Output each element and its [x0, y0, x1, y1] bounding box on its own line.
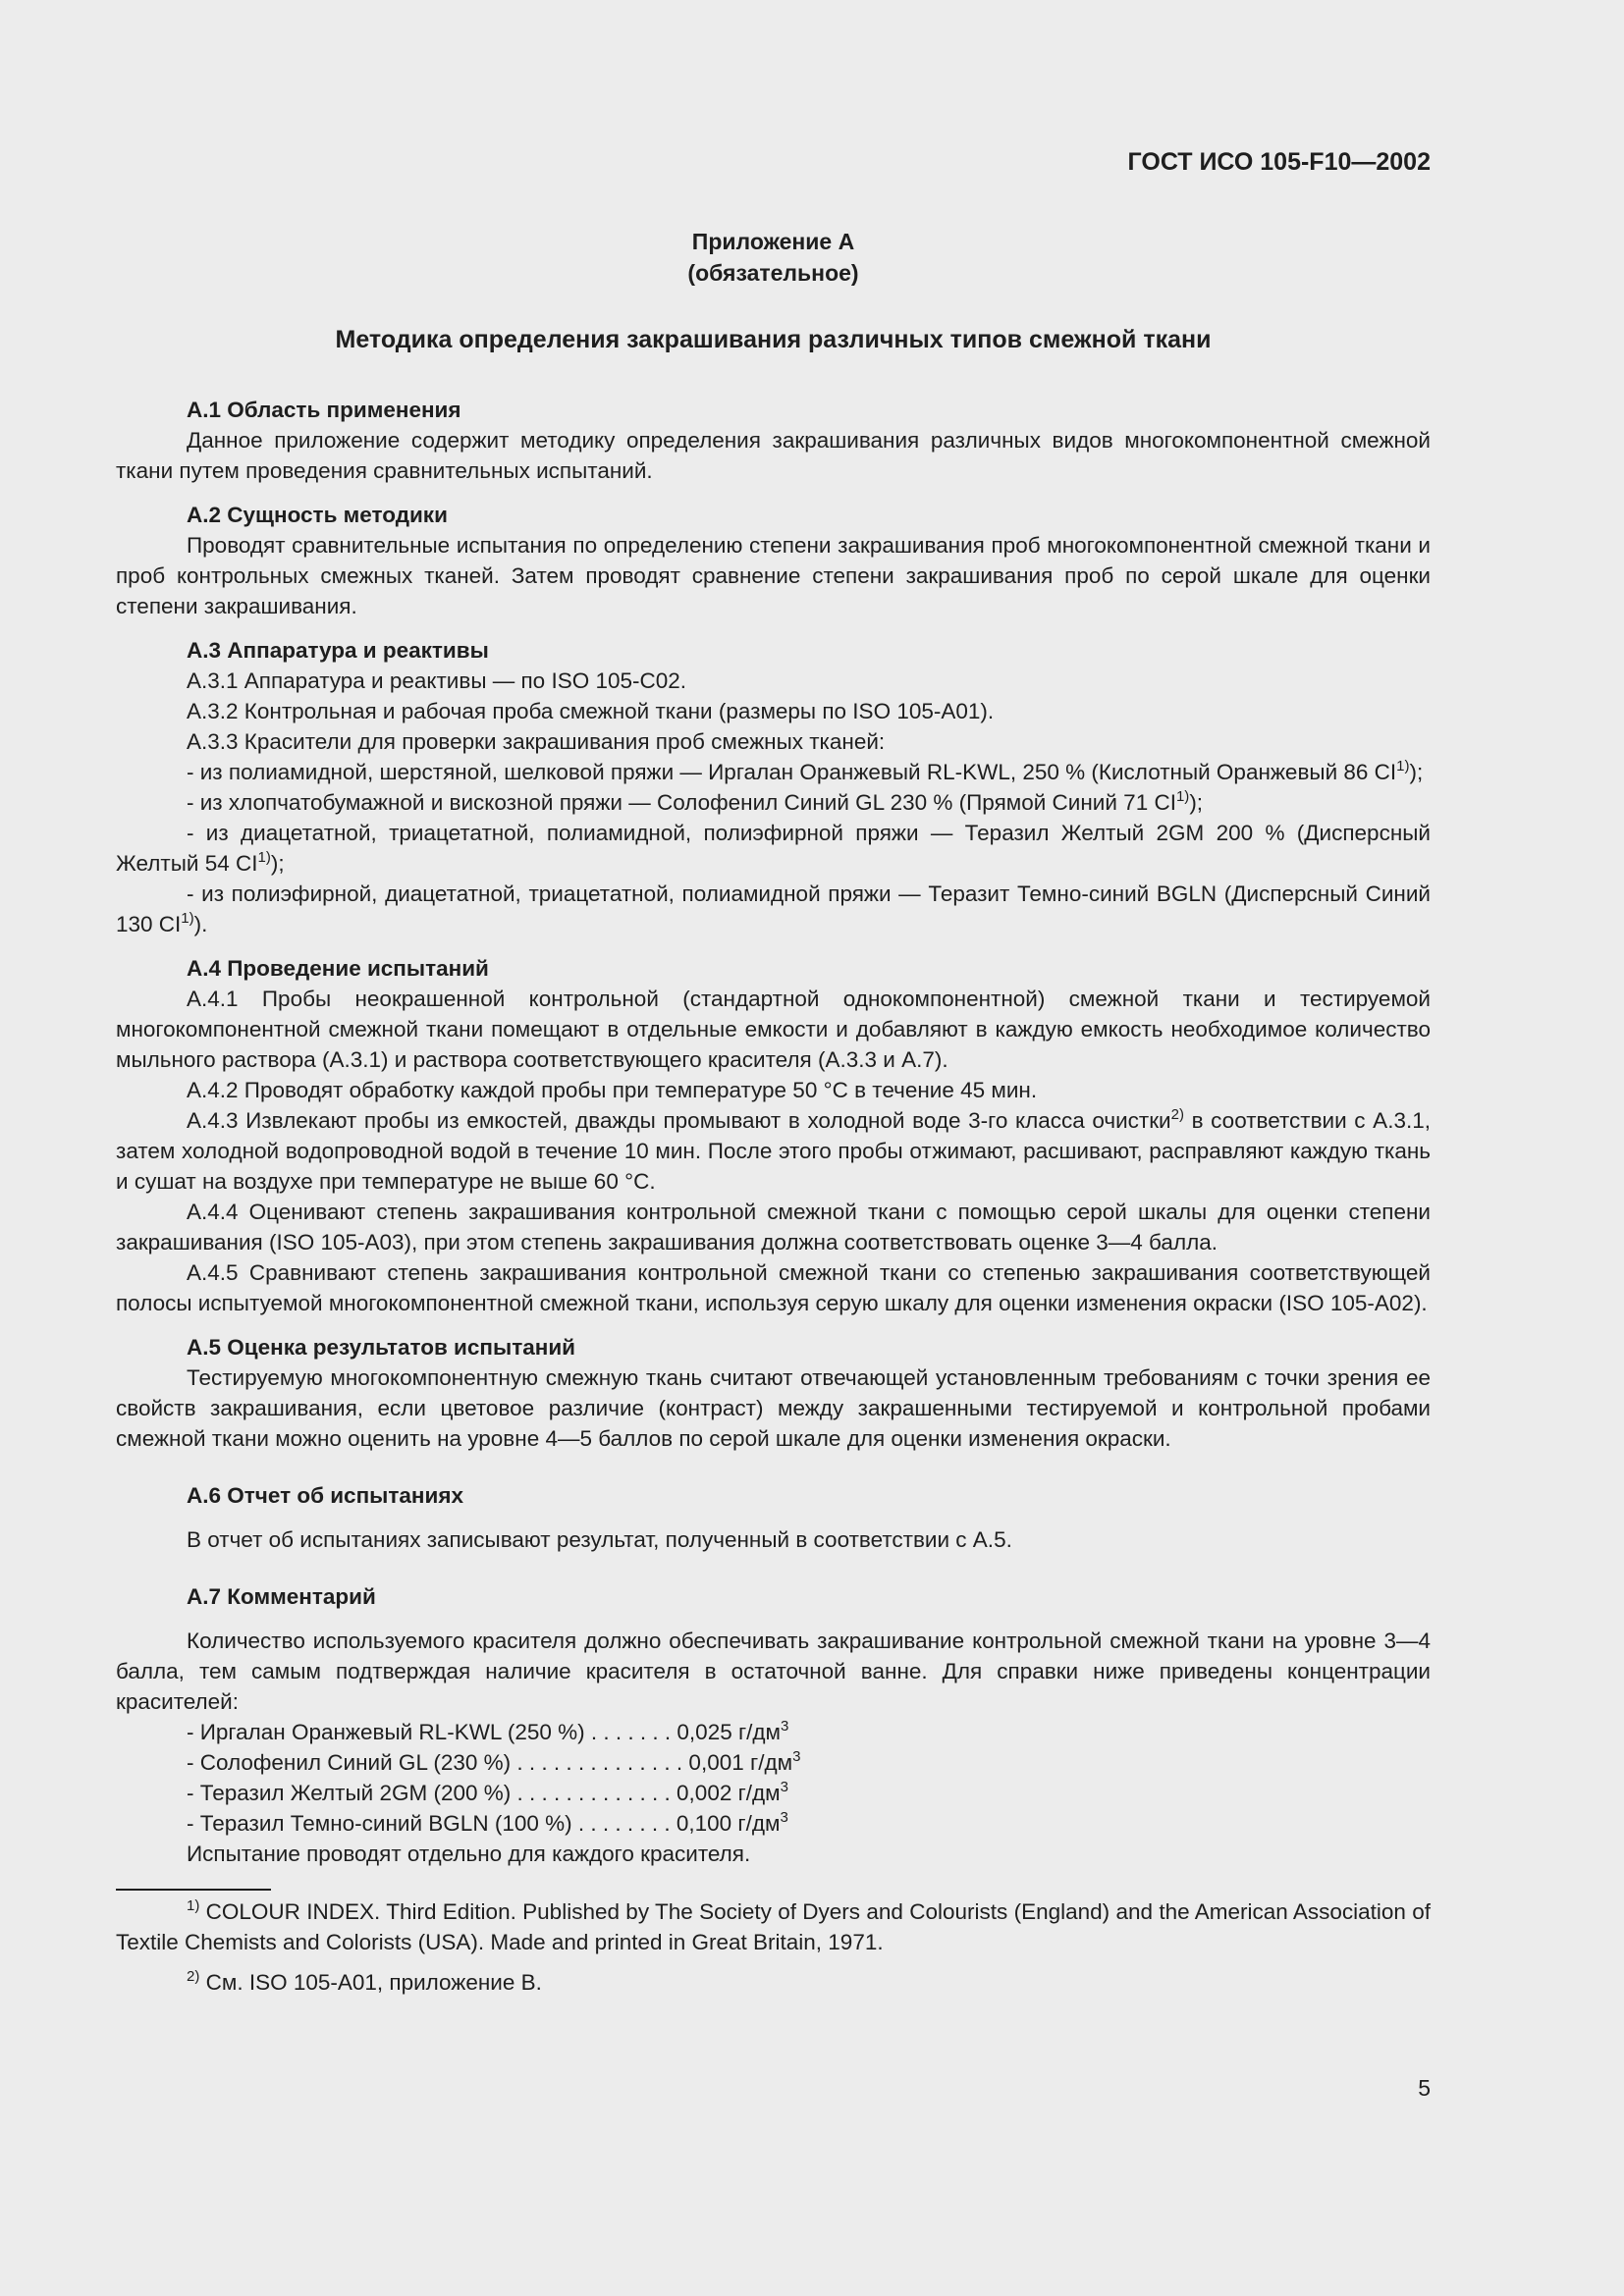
clause-a4-2: А.4.2 Проводят обработку каждой пробы при температуре 50 °С в течение 45 мин.: [187, 1078, 1038, 1102]
section-a6-heading: А.6 Отчет об испытаниях: [187, 1483, 463, 1508]
dye-item-4: - из полиэфирной, диацетатной, триацетатной, полиамидной пряжи — Теразит Темно-синий BGLN (Дисперсный Синий 130 CI$^{1)}$).: [116, 881, 1431, 936]
document-body: [116, 395, 1431, 1998]
concentration-item: - Теразил Темно-синий BGLN (100 %) . . . . . . . . 0,100 $г/дм^3$: [187, 1809, 788, 1836]
clause-a4-4: А.4.4 Оценивают степень закрашивания контрольной смежной ткани с помощью серой шкалы для оценки степени закрашивания (ISO 105-А03), при этом степень закрашивания должна соответствовать оценке 3—4 балла.: [116, 1200, 1431, 1255]
section-a2-text: Проводят сравнительные испытания по определению степени закрашивания проб многокомпонентной смежной ткани и проб контрольных смежных тканей. Затем проводят сравнение степени закрашивания проб по серой шкале для оценки степени закрашивания.: [116, 533, 1431, 618]
section-a2-heading: А.2 Сущность методики: [187, 503, 448, 527]
section-a5-heading: А.5 Оценка результатов испытаний: [187, 1335, 575, 1360]
page-number: 5: [1418, 2075, 1431, 2101]
section-a1-heading: А.1 Область применения: [187, 398, 461, 422]
dye-item-1: - из полиамидной, шерстяной, шелковой пряжи — Иргалан Оранжевый RL-KWL, 250 % (Кислотный Оранжевый 86 CI$^{1)}$);: [187, 758, 1424, 784]
annex-status: (обязательное): [687, 260, 859, 286]
dye-item-3: - из диацетатной, триацетатной, полиамидной, полиэфирной пряжи — Теразил Желтый 2GM 200 % (Дисперсный Желтый 54 CI$^{1)}$);: [116, 821, 1431, 876]
section-a1-text: Данное приложение содержит методику определения закрашивания различных видов многокомпонентной смежной ткани путем проведения сравнительных испытаний.: [116, 428, 1431, 483]
concentration-item: - Солофенил Синий GL (230 %) . . . . . . . . . . . . . . 0,001 $г/дм^3$: [187, 1748, 801, 1775]
section-a7-text: Количество используемого красителя должно обеспечивать закрашивание контрольной смежной ткани на уровне 3—4 балла, тем самым подтверждая наличие красителя в остаточной ванне. Для справки ниже приведены концентрации красителей:: [116, 1629, 1431, 1714]
document-code: ГОСТ ИСО 105-F10—2002: [1127, 148, 1431, 176]
clause-a3-2: А.3.2 Контрольная и рабочая проба смежной ткани (размеры по ISO 105-А01).: [187, 699, 995, 723]
section-a5-text: Тестируемую многокомпонентную смежную ткань считают отвечающей установленным требованиям с точки зрения ее свойств закрашивания, если цветовое различие (контраст) между закрашенными тестируемой и контрольной пробами смежной ткани можно оценить на уровне 4—5 баллов по серой шкале для оценки изменения окраски.: [116, 1365, 1431, 1451]
clause-a3-3: А.3.3 Красители для проверки закрашивания проб смежных тканей:: [187, 729, 886, 754]
section-a6-text: В отчет об испытаниях записывают результат, полученный в соответствии с А.5.: [187, 1527, 1012, 1552]
concentration-item: - Иргалан Оранжевый RL-KWL (250 %) . . . . . . . 0,025 $г/дм^3$: [187, 1718, 789, 1744]
clause-a3-1: А.3.1 Аппаратура и реактивы — по ISO 105-С02.: [187, 668, 687, 693]
concentration-item: - Теразил Желтый 2GM (200 %) . . . . . . . . . . . . . 0,002 $г/дм^3$: [187, 1779, 788, 1805]
section-a3-heading: А.3 Аппаратура и реактивы: [187, 638, 489, 663]
section-a7-closing: Испытание проводят отдельно для каждого красителя.: [187, 1842, 751, 1866]
annex-heading: [116, 226, 1431, 289]
footnote-1: $^{1)}$ COLOUR INDEX. Third Edition. Published by The Society of Dyers and Colourists (England) and the American Association of Textile Chemists and Colorists (USA). Made and printed in Great Britain, 1971.: [116, 1897, 1431, 1954]
footnote-2: $^{2)}$ См. ISO 105-A01, приложение В.: [187, 1968, 542, 1995]
annex-title: Методика определения закрашивания различных типов смежной ткани: [335, 326, 1212, 353]
section-a4-heading: А.4 Проведение испытаний: [187, 956, 489, 981]
footnote-divider: [116, 1889, 271, 1891]
clause-a4-3: А.4.3 Извлекают пробы из емкостей, дважды промывают в холодной воде 3-го класса очистки$^{2)}$ в соответствии с А.3.1, затем холодной водопроводной водой в течение 10 мин. После этого пробы отжимают, расшивают, расправляют каждую ткань и сушат на воздухе при температуре не выше 60 °С.: [116, 1106, 1431, 1194]
annex-label: Приложение А: [691, 229, 855, 254]
clause-a4-5: А.4.5 Сравнивают степень закрашивания контрольной смежной ткани со степенью закрашивания соответствующей полосы испытуемой многокомпонентной смежной ткани, используя серую шкалу для оценки изменения окраски (ISO 105-А02).: [116, 1260, 1431, 1315]
dye-item-2: - из хлопчатобумажной и вискозной пряжи — Солофенил Синий GL 230 % (Прямой Синий 71 CI$^{1)}$);: [187, 788, 1204, 815]
clause-a4-1: А.4.1 Пробы неокрашенной контрольной (стандартной однокомпонентной) смежной ткани и тестируемой многокомпонентной смежной ткани помещают в отдельные емкости и добавляют в каждую емкость необходимое количество мыльного раствора (А.3.1) и раствора соответствующего красителя (А.3.3 и А.7).: [116, 987, 1431, 1072]
section-a7-heading: А.7 Комментарий: [187, 1584, 376, 1609]
